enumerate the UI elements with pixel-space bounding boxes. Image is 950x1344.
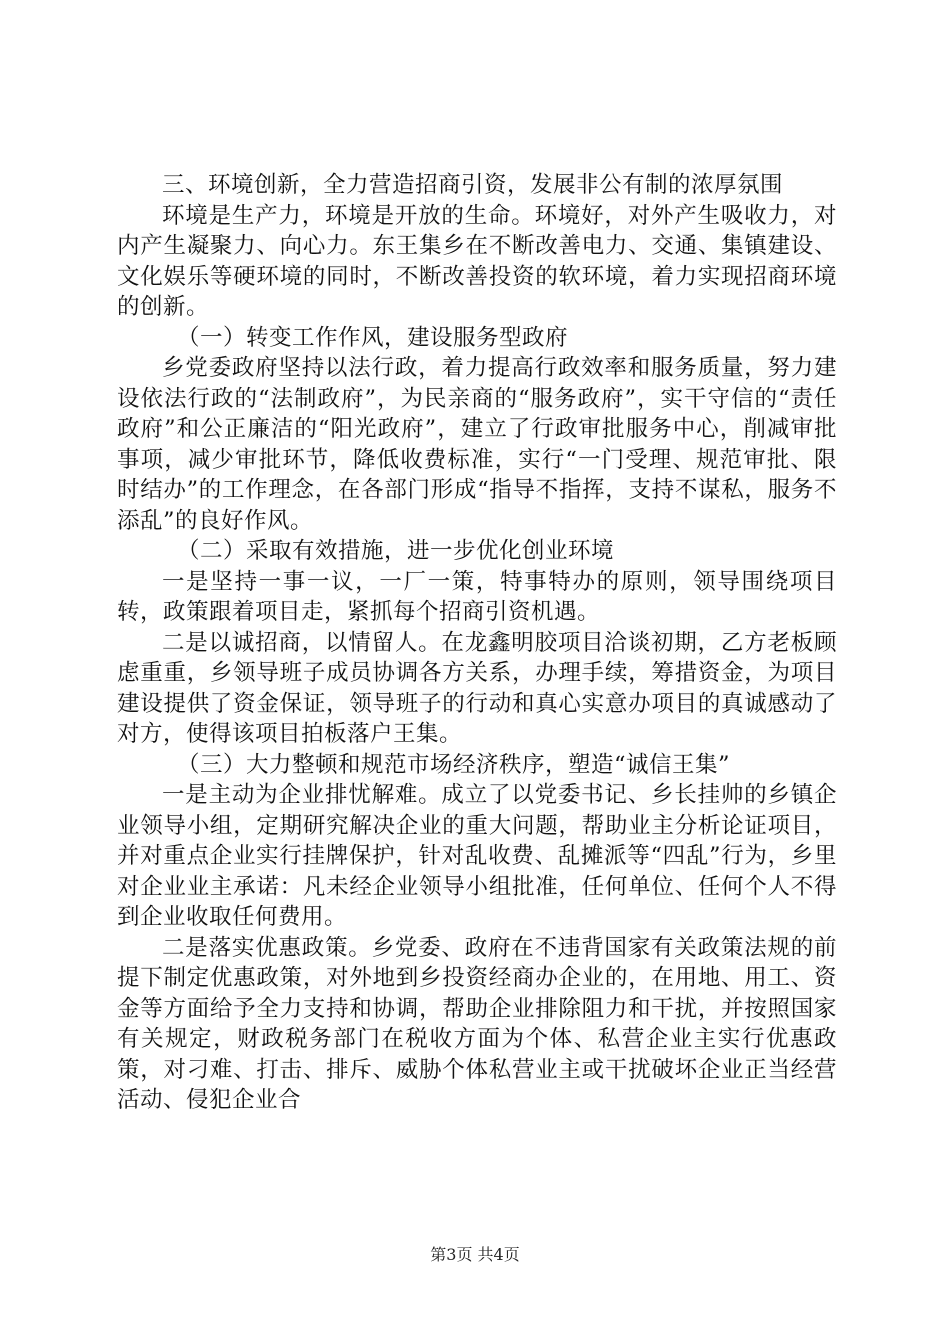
body-paragraph: 一是主动为企业排忧解难。成立了以党委书记、乡长挂帅的乡镇企业领导小组，定期研究解决企业的重大问题，帮助业主分析论证项目，并对重点企业实行挂牌保护，针对乱收费、乱摊派等“四乱”行为，乡里对企业业主承诺：凡未经企业领导小组批准，任何单位、任何个人不得到企业收取任何费用。	[117, 782, 837, 930]
body-paragraph: 环境是生产力，环境是开放的生命。环境好，对外产生吸收力，对内产生凝聚力、向心力。东王集乡在不断改善电力、交通、集镇建设、文化娱乐等硬环境的同时，不断改善投资的软环境，着力实现招商环境的创新。	[117, 202, 837, 320]
subsection-heading: （一）转变工作作风，建设服务型政府	[177, 324, 569, 351]
body-paragraph: 二是以诚招商，以情留人。在龙鑫明胶项目洽谈初期，乙方老板顾虑重重，乡领导班子成员协调各方关系，办理手续，筹措资金，为项目建设提供了资金保证，领导班子的行动和真心实意办项目的真诚感动了对方，使得该项目拍板落户王集。	[117, 629, 837, 747]
subsection-heading: （二）采取有效措施，进一步优化创业环境	[177, 538, 615, 564]
body-paragraph: 二是落实优惠政策。乡党委、政府在不违背国家有关政策法规的前提下制定优惠政策，对外地到乡投资经商办企业的，在用地、用工、资金等方面给予全力支持和协调，帮助企业排除阻力和干扰，并按照国家有关规定，财政税务部门在税收方面为个体、私营企业主实行优惠政策，对刁难、打击、排斥、威胁个体私营业主或干扰破坏企业正当经营活动、侵犯企业合	[117, 934, 837, 1113]
page-number-footer: 第3页 共4页	[430, 1245, 520, 1264]
document-body	[117, 170, 837, 1116]
body-paragraph: 一是坚持一事一议，一厂一策，特事特办的原则，领导围绕项目转，政策跟着项目走，紧抓每个招商引资机遇。	[117, 568, 837, 625]
section-heading: 三、环境创新，全力营造招商引资，发展非公有制的浓厚氛围	[162, 172, 784, 198]
subsection-heading: （三）大力整顿和规范市场经济秩序，塑造“诚信王集”	[177, 751, 731, 778]
body-paragraph: 乡党委政府坚持以法行政，着力提高行政效率和服务质量，努力建设依法行政的“法制政府”，为民亲商的“服务政府”，实干守信的“责任政府”和公正廉洁的“阳光政府”，建立了行政审批服务中心，削减审批事项，减少审批环节，降低收费标准，实行“一门受理、规范审批、限时结办”的工作理念，在各部门形成“指导不指挥，支持不谋私，服务不添乱”的良好作风。	[117, 355, 837, 534]
